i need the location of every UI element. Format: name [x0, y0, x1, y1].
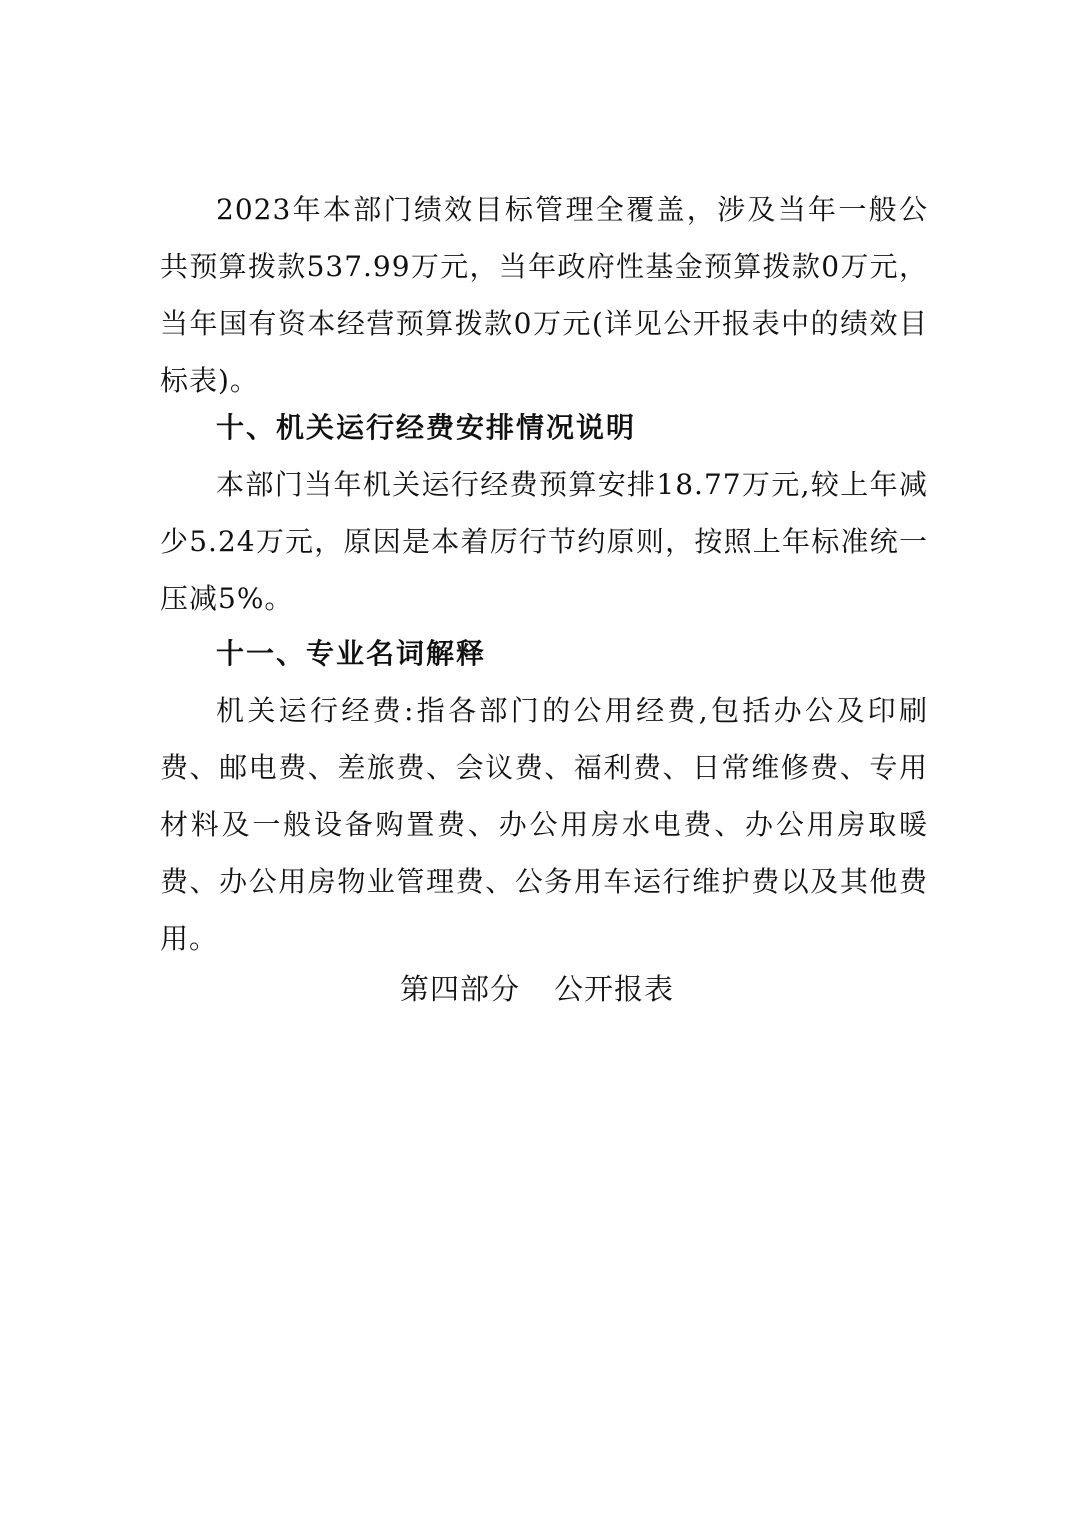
performance-paragraph: 2023年本部门绩效目标管理全覆盖，涉及当年一般公共预算拨款537.99万元，当年政府性基金预算拨款0万元，当年国有资本经营预算拨款0万元(详见公开报表中的绩效目标表)。 — [160, 193, 928, 397]
part-four-title — [0, 969, 1074, 1009]
part-four-label: 第四部分 — [399, 972, 520, 1006]
section-10-body: 本部门当年机关运行经费预算安排18.77万元,较上年减少5.24万元，原因是本着厉行节约原则，按照上年标准统一压减5%。 — [160, 468, 928, 615]
part-four-name: 公开报表 — [554, 972, 675, 1006]
section-11-heading: 十一、专业名词解释 — [216, 637, 487, 670]
section-10-heading: 十、机关运行经费安排情况说明 — [216, 411, 637, 444]
section-11-body: 机关运行经费:指各部门的公用经费,包括办公及印刷费、邮电费、差旅费、会议费、福利费、日常维修费、专用材料及一般设备购置费、办公用房水电费、办公用房取暖费、办公用房物业管理费、公务用车运行维护费以及其他费用。 — [160, 694, 928, 955]
